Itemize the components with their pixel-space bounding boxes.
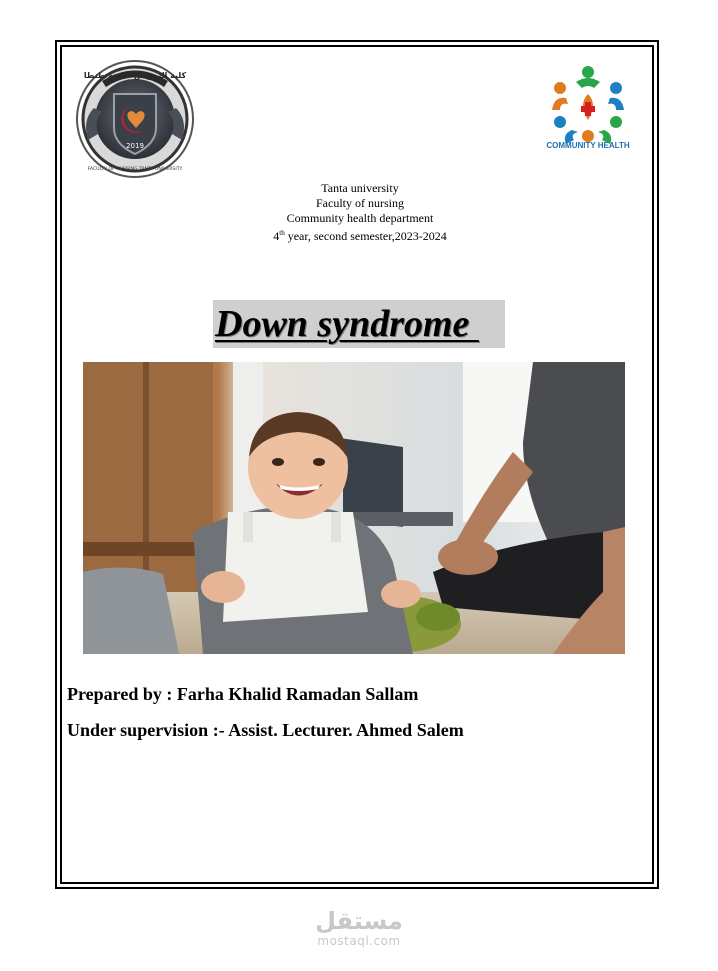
year-semester: year, second semester,2023-2024 [284, 229, 447, 243]
department-name: Community health department [286, 211, 434, 225]
seal-ring-text: FACULTY OF NURSING TANTA UNIVERSITY [87, 167, 183, 172]
academic-year [160, 226, 560, 244]
institution-info [160, 181, 560, 244]
community-health-caption: COMMUNITY HEALTH [546, 141, 630, 150]
child-photo-icon [83, 362, 625, 654]
supervisor: Under supervision :- Assist. Lecturer. Ahmed Salem [67, 720, 464, 740]
faculty-of-nursing-logo-icon [74, 58, 196, 180]
prepared-by: Prepared by : Farha Khalid Ramadan Sallam [67, 684, 419, 704]
university-name: Tanta university [321, 181, 399, 195]
document-title: Down syndrome [215, 303, 479, 345]
title-block [213, 300, 517, 350]
faculty-name: Faculty of nursing [316, 196, 404, 210]
year-suffix: th [279, 229, 285, 237]
mostaql-watermark [300, 908, 418, 948]
watermark-latin: mostaql.com [317, 934, 401, 948]
watermark-arabic: مستقل [315, 907, 403, 935]
year-number: 4 [273, 229, 280, 243]
seal-year-text: 2019 [126, 142, 144, 150]
seal-arabic-text: كلية التمريض جامعة طنطا [83, 71, 187, 80]
